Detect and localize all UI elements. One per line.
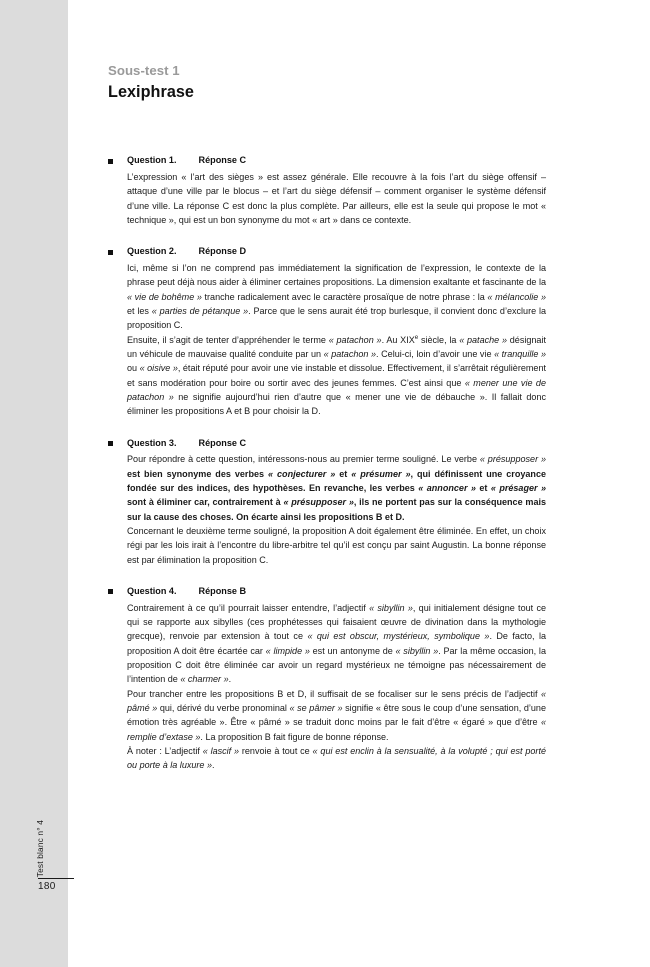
question-number: Question 4. bbox=[127, 585, 177, 596]
question-block bbox=[108, 245, 546, 418]
explanation-paragraph: L’expression « l’art des sièges » est assez générale. Elle recouvre à la fois l’art du siège offensif – attaque d’une ville par le blocus – et l’art du siège défensif – comment organiser le système défensif d’une ville. La réponse C est donc la plus complète. Par ailleurs, elle est la seule qui propose le mot « technique », qui est un bon synonyme du mot « art » dans ce contexte. bbox=[127, 172, 546, 226]
question-body bbox=[108, 261, 546, 419]
question-heading bbox=[108, 154, 546, 168]
question-heading bbox=[108, 245, 546, 259]
square-bullet-icon bbox=[108, 441, 113, 446]
section-header bbox=[108, 0, 546, 103]
question-answer: Réponse B bbox=[198, 585, 247, 596]
question-number: Question 1. bbox=[127, 155, 177, 166]
question-heading bbox=[108, 437, 546, 451]
explanation-paragraph: Contrairement à ce qu’il pourrait laisser entendre, l’adjectif « sibyllin », qui initialement désigne tout ce qui se rapporte aux sibylles (ces prophétesses qui faisaient œuvre de divination dans la mythologie grecque), renvoie par extension à tout ce « qui est obscur, mystérieux, symbolique ». De facto, la proposition A doit être écartée car « limpide » est un antonyme de « sibyllin ». Par la même occasion, la proposition C doit être éliminée car avoir un regard mystérieux ne témoigne pas nécessairement de l’intention de « charmer ». bbox=[127, 602, 547, 685]
explanation-paragraph: Concernant le deuxième terme souligné, la proposition A doit également être éliminée. En effet, un choix régi par les lois irait à l’encontre du libre-arbitre tel qu’il est conçu par saint Augustin. La bonne réponse est par élimination la proposition C. bbox=[127, 525, 546, 565]
question-number: Question 3. bbox=[127, 437, 177, 448]
question-answer: Réponse D bbox=[198, 246, 247, 257]
question-block bbox=[108, 437, 546, 567]
explanation-paragraph: Pour répondre à cette question, intéressons-nous au premier terme souligné. Le verbe « présupposer » est bien synonyme des verbes « conjecturer » et « présumer », qui définissent une croyance fondée sur des indices, des hypothèses. En revanche, les verbes « annoncer » et « présager » sont à éliminer car, contrairement à « présupposer », ils ne portent pas sur la conséquence mais sur la cause des choses. On écarte ainsi les propositions B et D. bbox=[127, 454, 547, 522]
question-heading bbox=[108, 585, 546, 599]
question-body bbox=[108, 452, 546, 567]
folio bbox=[38, 878, 78, 892]
explanation-paragraph: Ici, même si l’on ne comprend pas immédiatement la signification de l’expression, le contexte de la phrase peut déjà nous aider à éliminer certaines propositions. La dimension exaltante et fascinante de la « vie de bohême » tranche radicalement avec le caractère prosaïque de notre phrase : la « mélancolie » et les « parties de pétanque ». Parce que le sens aurait été trop burlesque, il convient donc d’exclure la proposition C. bbox=[127, 263, 546, 331]
square-bullet-icon bbox=[108, 589, 113, 594]
question-block bbox=[108, 154, 546, 227]
explanation-paragraph: Pour trancher entre les propositions B et D, il suffisait de se focaliser sur le sens précis de l’adjectif « pâmé » qui, dérivé du verbe pronominal « se pâmer » signifie « être sous le coup d’une sensation, d’une émotion très agréable ». Être « pâmé » se traduit donc moins par le fait d’être « égaré » que d’être « remplie d’extase ». La proposition B fait figure de bonne réponse. bbox=[127, 688, 546, 742]
square-bullet-icon bbox=[108, 159, 113, 164]
vertical-running-head: Test blanc n° 4 bbox=[35, 819, 45, 877]
folio-rule bbox=[38, 878, 74, 879]
question-body bbox=[108, 601, 546, 773]
question-block bbox=[108, 585, 546, 773]
explanation-paragraph: À noter : L’adjectif « lascif » renvoie à tout ce « qui est enclin à la sensualité, à la volupté ; qui est porté ou porte à la luxure ». bbox=[127, 745, 546, 771]
left-margin-band bbox=[0, 0, 68, 967]
question-answer: Réponse C bbox=[198, 155, 247, 166]
content-column bbox=[108, 0, 546, 773]
question-number: Question 2. bbox=[127, 246, 177, 257]
question-answer: Réponse C bbox=[198, 437, 247, 448]
page-title: Lexiphrase bbox=[108, 82, 194, 101]
explanation-paragraph: Ensuite, il s’agit de tenter d’appréhender le terme « patachon ». Au XIXe siècle, la « patache » désignait un véhicule de mauvaise qualité conduite par un « patachon ». Celui-ci, loin d’avoir une vie « tranquille » ou « oisive », était réputé pour avoir une vie instable et dissolue. Effectivement, il s’arrêtait régulièrement et sans modération pour boire ou sortir avec des jeunes femmes. C’est ainsi que « mener une vie de patachon » ne signifie aujourd’hui rien d’autre que « mener une vie de débauche ». Il fallait donc éliminer les propositions A et B pour choisir la D. bbox=[127, 333, 546, 417]
question-body bbox=[108, 170, 546, 227]
page-number: 180 bbox=[38, 881, 56, 892]
subtest-label: Sous-test 1 bbox=[108, 63, 180, 78]
questions-list bbox=[108, 154, 546, 772]
square-bullet-icon bbox=[108, 250, 113, 255]
